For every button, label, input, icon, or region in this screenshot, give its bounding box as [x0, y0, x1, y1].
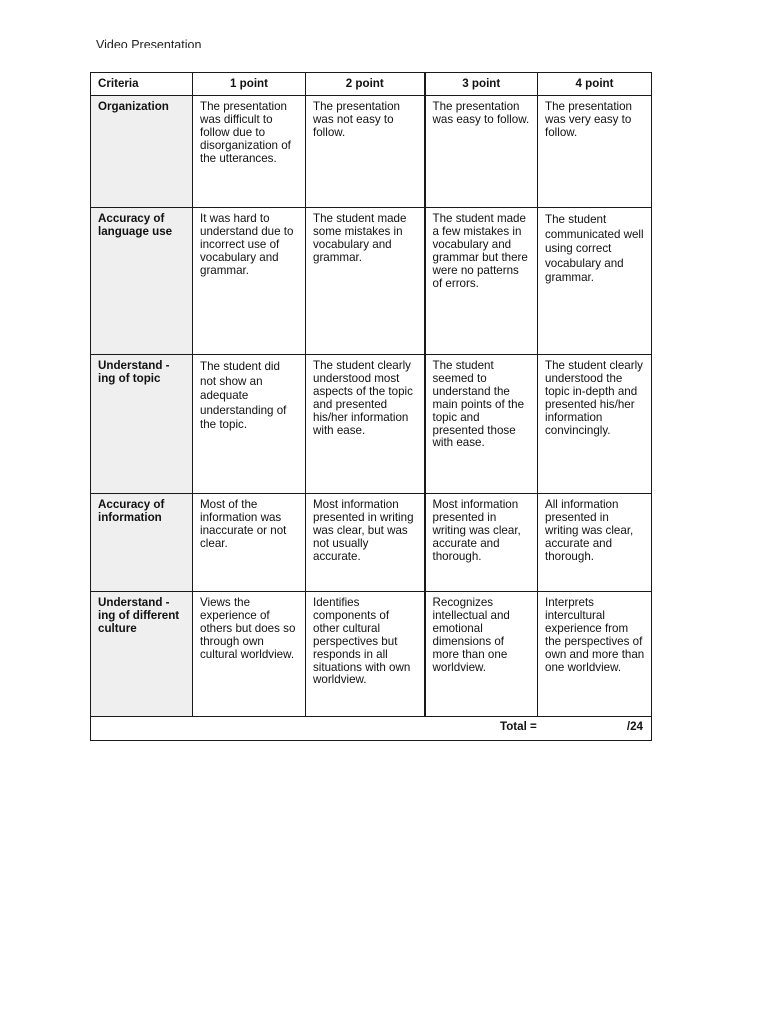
- column-header-3-point: 3 point: [425, 73, 538, 96]
- level-3-description: Most information presented in writing was clear, accurate and thorough.: [425, 494, 538, 592]
- level-1-description: Most of the information was inaccurate or not clear.: [193, 494, 306, 592]
- rubric-row-accuracy-information: [91, 494, 652, 592]
- level-3-description: The presentation was easy to follow.: [425, 96, 538, 208]
- column-header-1-point: 1 point: [193, 73, 306, 96]
- level-4-description: Interprets intercultural experience from the perspectives of own and more than one worldview.: [538, 592, 652, 717]
- criterion-label: Understand -ing of topic: [91, 355, 193, 494]
- level-4-description: The student communicated well using correct vocabulary and grammar.: [538, 208, 652, 355]
- level-4-description: The presentation was very easy to follow.: [538, 96, 652, 208]
- total-label: Total =: [500, 720, 537, 733]
- criterion-label: Accuracy of language use: [91, 208, 193, 355]
- header-row: [91, 73, 652, 96]
- level-1-description: The presentation was difficult to follow due to disorganization of the utterances.: [193, 96, 306, 208]
- level-1-description: It was hard to understand due to incorrect use of vocabulary and grammar.: [193, 208, 306, 355]
- level-2-description: Most information presented in writing was clear, but was not usually accurate.: [306, 494, 425, 592]
- total-max-score: /24: [626, 720, 643, 733]
- column-header-4-point: 4 point: [538, 73, 652, 96]
- column-header-criteria: Criteria: [91, 73, 193, 96]
- rubric-table: [90, 72, 652, 741]
- level-2-description: The presentation was not easy to follow.: [306, 96, 425, 208]
- criterion-label: Organization: [91, 96, 193, 208]
- total-cell: [91, 717, 652, 741]
- total-row: [91, 717, 652, 741]
- level-2-description: Identifies components of other cultural perspectives but responds in all situations with own worldview.: [306, 592, 425, 717]
- rubric-row-understanding-culture: [91, 592, 652, 717]
- level-1-description: The student did not show an adequate understanding of the topic.: [193, 355, 306, 494]
- level-4-description: The student clearly understood the topic in-depth and presented his/her information convincingly.: [538, 355, 652, 494]
- level-3-description: The student seemed to understand the main points of the topic and presented those with ease.: [425, 355, 538, 494]
- level-3-description: Recognizes intellectual and emotional dimensions of more than one worldview.: [425, 592, 538, 717]
- level-2-description: The student made some mistakes in vocabulary and grammar.: [306, 208, 425, 355]
- rubric-row-language-use: [91, 208, 652, 355]
- level-1-description: Views the experience of others but does so through own cultural worldview.: [193, 592, 306, 717]
- level-3-description: The student made a few mistakes in vocabulary and grammar but there were no patterns of errors.: [425, 208, 538, 355]
- criterion-label: Understand -ing of different culture: [91, 592, 193, 717]
- level-2-description: The student clearly understood most aspects of the topic and presented his/her information with ease.: [306, 355, 425, 494]
- rubric-row-organization: [91, 96, 652, 208]
- rubric-row-understanding-topic: [91, 355, 652, 494]
- page-header: Video Presentation: [96, 38, 202, 48]
- column-header-2-point: 2 point: [306, 73, 425, 96]
- level-4-description: All information presented in writing was clear, accurate and thorough.: [538, 494, 652, 592]
- criterion-label: Accuracy of information: [91, 494, 193, 592]
